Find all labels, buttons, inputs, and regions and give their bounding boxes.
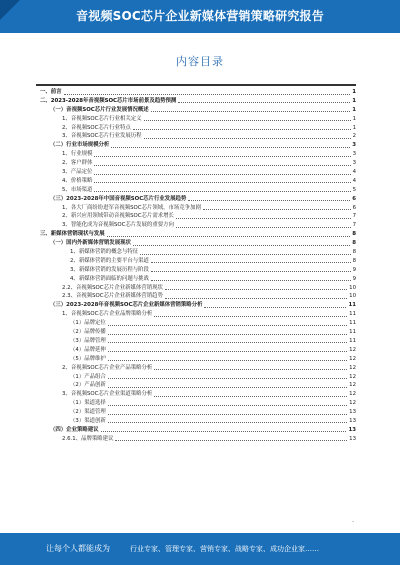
toc-entry[interactable]: [40, 301, 356, 310]
toc-leader-dots: [204, 301, 346, 308]
toc-entry[interactable]: [40, 106, 356, 115]
toc-leader-dots: [111, 141, 350, 148]
toc-leader-dots: [101, 426, 347, 433]
toc-leader-dots: [140, 248, 350, 255]
toc-entry-text: （四）企业策略建议: [50, 426, 99, 433]
toc-leader-dots: [108, 373, 347, 380]
toc-entry-page: 1: [352, 124, 356, 131]
toc-entry-page: 9: [352, 266, 356, 273]
toc-entry[interactable]: [40, 373, 356, 382]
toc-leader-dots: [203, 204, 351, 211]
toc-entry-text: （2）品牌传播: [70, 329, 106, 336]
toc-entry-page: 5: [352, 186, 356, 193]
toc-entry-text: （1）渠道选择: [70, 400, 106, 407]
toc-heading: 内容目录: [176, 55, 224, 68]
toc-leader-dots: [108, 417, 347, 424]
toc-entry-page: 12: [349, 391, 356, 398]
toc-entry[interactable]: [40, 212, 356, 221]
toc-entry[interactable]: [40, 328, 356, 337]
toc-entry[interactable]: [40, 355, 356, 364]
toc-entry-text: （三）2023-2028年音视频SOC芯片企业新媒体营销策略分析: [50, 302, 203, 309]
toc-leader-dots: [108, 355, 347, 362]
toc-leader-dots: [176, 221, 351, 228]
toc-entry[interactable]: [40, 168, 356, 177]
toc-entry-page: 13: [348, 426, 356, 433]
toc-entry-text: （2）产品创新: [70, 382, 106, 389]
toc-entry[interactable]: [40, 97, 356, 106]
toc-entry-text: 1、音视频SOC芯片企业品牌策略分析: [62, 311, 153, 318]
toc-entry[interactable]: [40, 266, 356, 275]
toc-leader-dots: [154, 390, 347, 397]
toc-entry-text: （二）行业市场规模分析: [50, 142, 110, 149]
toc-entry[interactable]: [40, 381, 356, 390]
toc-entry-page: 8: [352, 231, 356, 238]
toc-entry-page: 10: [349, 284, 356, 291]
toc-entry-text: 1、音视频SOC芯片行业相关定义: [62, 115, 142, 122]
toc-entry-text: 4、新媒体营销面临的问题与挑战: [70, 275, 149, 282]
toc-leader-dots: [94, 150, 350, 157]
toc-entry-text: （5）品牌维护: [70, 355, 106, 362]
toc-leader-dots: [94, 159, 350, 166]
toc-entry[interactable]: [40, 346, 356, 355]
toc-entry-page: 12: [349, 400, 356, 407]
toc-leader-dots: [115, 435, 347, 442]
toc-entry-text: 2、新兴应用领域带动音视频SOC芯片需求增长: [62, 213, 174, 220]
toc-entry-text: （一）国内外新媒体营销发展现状: [50, 240, 131, 247]
toc-entry-text: （1）品牌定位: [70, 320, 106, 327]
toc-entry-page: 9: [352, 275, 356, 282]
toc-entry-page: 3: [352, 151, 356, 158]
toc-entry-text: 2、音视频SOC芯片行业特点: [62, 124, 131, 131]
toc-entry-page: 3: [352, 160, 356, 167]
toc-entry[interactable]: [40, 337, 356, 346]
toc-entry[interactable]: [40, 310, 356, 319]
toc-entry[interactable]: [40, 399, 356, 408]
toc-entry[interactable]: [40, 221, 356, 230]
toc-leader-dots: [154, 364, 347, 371]
toc-entry[interactable]: [40, 408, 356, 417]
toc-leader-dots: [108, 399, 347, 406]
toc-leader-dots: [154, 310, 347, 317]
toc-entry-page: 11: [349, 329, 356, 336]
toc-entry-text: （4）品牌延伸: [70, 346, 106, 353]
toc-entry-page: 12: [349, 355, 356, 362]
toc-entry[interactable]: [40, 292, 356, 301]
toc-entry-text: （2）渠道管理: [70, 409, 106, 416]
toc-leader-dots: [165, 292, 347, 299]
table-of-contents: [40, 88, 356, 444]
toc-entry-page: 11: [349, 337, 356, 344]
toc-entry-page: 13: [349, 435, 356, 442]
toc-leader-dots: [108, 381, 347, 388]
toc-entry-page: 11: [349, 320, 356, 327]
toc-leader-dots: [151, 106, 351, 113]
toc-entry-page: 11: [348, 302, 356, 309]
toc-entry-text: （三）2023-2028年中国音视频SOC芯片行业发展趋势: [50, 195, 187, 202]
toc-entry-text: 4、价格策略: [62, 177, 93, 184]
toc-entry-page: 2: [352, 133, 356, 140]
toc-leader-dots: [151, 275, 351, 282]
toc-entry-page: 12: [349, 346, 356, 353]
toc-leader-dots: [151, 257, 351, 264]
toc-entry[interactable]: [40, 88, 356, 97]
toc-entry[interactable]: [40, 284, 356, 293]
report-title: 音视频SOC芯片企业新媒体营销策略研究报告: [76, 9, 324, 23]
toc-entry[interactable]: [40, 364, 356, 373]
toc-entry-text: （3）品牌管理: [70, 337, 106, 344]
toc-entry-page: 12: [349, 364, 356, 371]
toc-entry-text: （1）产品组合: [70, 373, 106, 380]
toc-leader-dots: [151, 266, 351, 273]
toc-entry[interactable]: [40, 177, 356, 186]
toc-entry-page: 1: [352, 115, 356, 122]
toc-entry[interactable]: [40, 319, 356, 328]
toc-entry-text: 5、市场渠道: [62, 186, 93, 193]
toc-entry[interactable]: [40, 248, 356, 257]
toc-entry-page: 13: [349, 417, 356, 424]
footer-slogan: 让每个人都能成为: [46, 544, 110, 553]
toc-leader-dots: [107, 230, 351, 237]
toc-entry-page: 10: [349, 293, 356, 300]
toc-entry-text: 1、各大厂商纷纷进军音视频SOC芯片领域，市场竞争加剧: [62, 204, 201, 211]
toc-entry-page: 1: [352, 89, 356, 95]
toc-leader-dots: [188, 195, 350, 202]
toc-entry-text: 2、新媒体营销的主要平台与渠道: [70, 257, 149, 264]
footer-roles: 行业专家、管理专家、营销专家、战略专家、成功企业家……: [130, 545, 319, 553]
toc-entry-text: 3、智能化成为音视频SOC芯片发展的重要方向: [62, 222, 174, 229]
toc-leader-dots: [176, 212, 351, 219]
toc-entry[interactable]: [40, 141, 356, 150]
toc-entry-text: 3、音视频SOC芯片行业发展历程: [62, 133, 142, 140]
toc-entry-page: 8: [352, 240, 356, 247]
toc-entry-text: 1、新媒体营销的概念与特征: [70, 249, 139, 256]
toc-entry-text: 3、产品定位: [62, 169, 93, 176]
toc-entry[interactable]: [40, 124, 356, 133]
toc-entry-text: 2.3、音视频SOC芯片企业新媒体营销趋势: [62, 293, 163, 300]
toc-entry-page: 13: [349, 409, 356, 416]
toc-entry-page: 6: [352, 195, 356, 202]
header-bar: [0, 0, 400, 33]
toc-leader-dots: [178, 97, 350, 104]
toc-leader-dots: [108, 346, 347, 353]
toc-entry[interactable]: [40, 417, 356, 426]
toc-leader-dots: [94, 168, 350, 175]
toc-entry[interactable]: [40, 230, 356, 239]
toc-entry-text: （一）音视频SOC芯片行业发展情况概述: [50, 106, 149, 113]
toc-entry[interactable]: [40, 115, 356, 124]
toc-entry[interactable]: [40, 239, 356, 248]
toc-leader-dots: [144, 132, 351, 139]
toc-entry-text: 三、新媒体营销现状与发展: [40, 231, 105, 238]
toc-entry[interactable]: [40, 186, 356, 195]
toc-entry-text: 3、音视频SOC芯片企业渠道策略分析: [62, 391, 153, 398]
toc-leader-dots: [108, 319, 347, 326]
toc-entry[interactable]: [40, 204, 356, 213]
toc-entry-page: 1: [352, 106, 356, 113]
toc-entry-text: 一、前言: [40, 89, 62, 95]
toc-entry-page: 8: [352, 257, 356, 264]
toc-divider: [36, 84, 356, 86]
toc-leader-dots: [144, 115, 351, 122]
toc-entry-text: 3、新媒体营销的发展历程与阶段: [70, 266, 149, 273]
toc-leader-dots: [165, 284, 347, 291]
toc-entry[interactable]: [40, 390, 356, 399]
toc-leader-dots: [94, 177, 350, 184]
toc-leader-dots: [133, 239, 350, 246]
page-number: -: [352, 519, 354, 525]
toc-entry-page: 11: [349, 311, 356, 318]
toc-entry[interactable]: [40, 426, 356, 435]
toc-entry-text: 2、音视频SOC芯片企业产品策略分析: [62, 364, 153, 371]
toc-entry-page: 12: [349, 373, 356, 380]
toc-entry-page: 6: [352, 204, 356, 211]
toc-entry-text: 二、2023-2028年音视频SOC芯片市场前景及趋势预测: [40, 97, 177, 104]
toc-entry[interactable]: [40, 257, 356, 266]
toc-entry-page: 4: [352, 177, 356, 184]
toc-entry-page: 7: [352, 213, 356, 220]
toc-entry-text: 1、行业规模: [62, 151, 93, 158]
toc-entry[interactable]: [40, 435, 356, 444]
toc-leader-dots: [133, 124, 351, 131]
toc-entry[interactable]: [40, 159, 356, 168]
toc-entry[interactable]: [40, 275, 356, 284]
toc-entry-page: 1: [352, 97, 356, 104]
toc-entry-page: 4: [352, 169, 356, 176]
toc-entry[interactable]: [40, 195, 356, 204]
toc-entry-text: 2.2、音视频SOC芯片企业新媒体营销现状: [62, 284, 163, 291]
toc-entry-text: （3）渠道创新: [70, 417, 106, 424]
toc-entry-text: 2.6.1、品牌策略建议: [62, 435, 114, 442]
toc-entry-page: 3: [352, 142, 356, 149]
toc-leader-dots: [108, 337, 347, 344]
toc-leader-dots: [94, 186, 350, 193]
toc-entry[interactable]: [40, 132, 356, 141]
toc-entry-page: 12: [349, 382, 356, 389]
footer-bar: [0, 533, 400, 565]
toc-entry-page: 7: [352, 222, 356, 229]
toc-leader-dots: [108, 408, 347, 415]
toc-leader-dots: [64, 88, 351, 95]
toc-entry-text: 2、客户群体: [62, 160, 93, 167]
toc-leader-dots: [108, 328, 347, 335]
toc-entry[interactable]: [40, 150, 356, 159]
toc-entry-page: 8: [352, 249, 356, 256]
